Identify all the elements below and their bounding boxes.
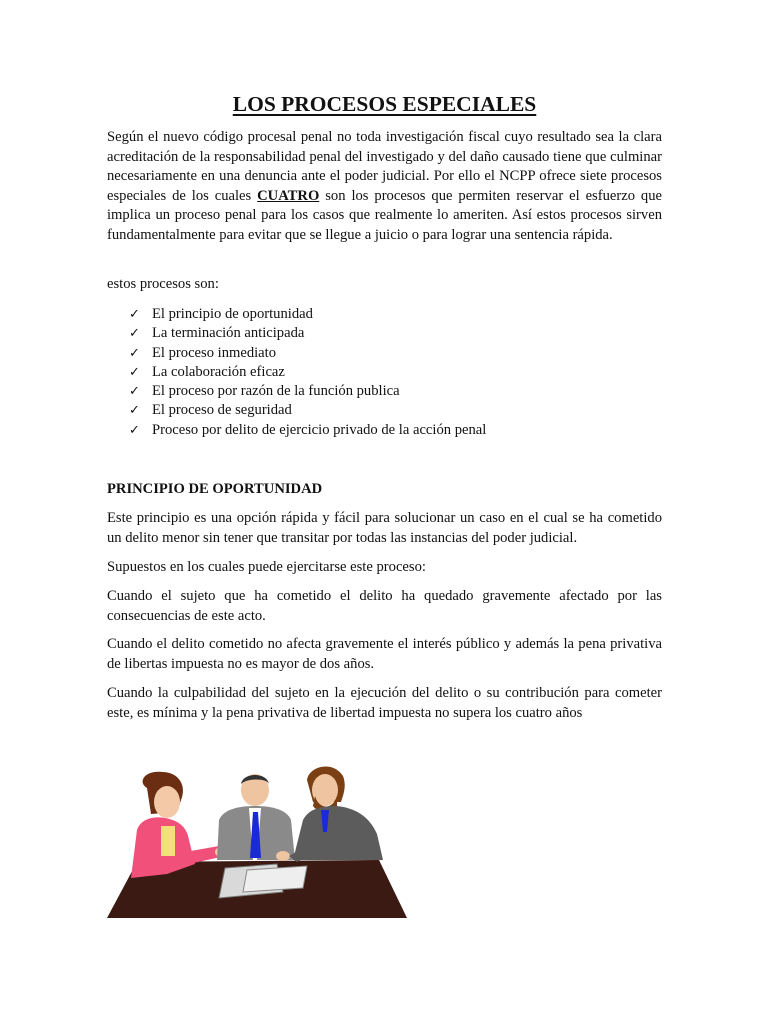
- list-item-label: Proceso por delito de ejercicio privado de la acción penal: [152, 421, 487, 438]
- list-item: [129, 421, 486, 440]
- intro-text-before: Según el nuevo código procesal penal no toda investigación fiscal cuyo resultado sea la clara acreditación de la responsabilidad penal del investigado y del daño causado tiene que culminar necesariamente en una denuncia ante el poder judicial. Por ello el NCPP ofrece siete procesos especiales de los cuales: [107, 129, 662, 204]
- section-paragraph: Este principio es una opción rápida y fácil para solucionar un caso en el cual se ha cometido un delito menor sin tener que transitar por todas las instancias del poder judicial.: [107, 510, 662, 546]
- list-item: [129, 305, 486, 324]
- list-item-label: El proceso inmediato: [152, 344, 277, 361]
- bearded-man-figure: [289, 766, 383, 862]
- checkmark-icon: ✓: [129, 307, 140, 322]
- list-item-label: La terminación anticipada: [152, 325, 305, 342]
- list-item: [129, 401, 486, 420]
- section-paragraph: Cuando el sujeto que ha cometido el delito ha quedado gravemente afectado por las consecuencias de este acto.: [107, 588, 662, 624]
- section-heading: PRINCIPIO DE OPORTUNIDAD: [107, 481, 323, 497]
- list-intro: estos procesos son:: [107, 276, 219, 292]
- checkmark-icon: ✓: [129, 384, 140, 400]
- list-item-label: El proceso por razón de la función publica: [152, 383, 400, 400]
- list-item-label: La colaboración eficaz: [152, 363, 285, 380]
- list-item-label: El principio de oportunidad: [152, 306, 313, 322]
- section-paragraph: Supuestos en los cuales puede ejercitarse este proceso:: [107, 559, 426, 575]
- list-item: [129, 344, 486, 363]
- list-item: [129, 363, 486, 382]
- intro-text-after: son los procesos que permiten reservar el esfuerzo que implica un proceso penal para los casos que realmente lo ameriten. Así estos procesos sirven fundamentalmente para evitar que se llegue a juicio o para lograr una sentencia rápida.: [107, 187, 662, 243]
- section-paragraph: Cuando la culpabilidad del sujeto en la ejecución del delito o su contribución para cometer este, es mínima y la pena privativa de libertad impuesta no supera los cuatro años: [107, 685, 662, 721]
- list-item-label: El proceso de seguridad: [152, 402, 292, 419]
- intro-emphasis: CUATRO: [257, 187, 320, 204]
- checkmark-icon: ✓: [129, 403, 140, 419]
- man-figure: [217, 774, 295, 861]
- checkmark-icon: ✓: [129, 422, 140, 438]
- checkmark-icon: ✓: [129, 326, 140, 342]
- list-item: [129, 324, 486, 343]
- process-list: [129, 305, 486, 440]
- checkmark-icon: ✓: [129, 345, 140, 361]
- list-item: [129, 382, 486, 401]
- paper-shape: [243, 866, 307, 892]
- checkmark-icon: ✓: [129, 364, 140, 380]
- meeting-clipart-icon: [107, 760, 409, 920]
- intro-paragraph: [107, 128, 662, 245]
- page-title: LOS PROCESOS ESPECIALES: [232, 92, 537, 116]
- section-paragraph: Cuando el delito cometido no afecta gravemente el interés público y además la pena privativa de libertas impuesta no es mayor de dos años.: [107, 636, 662, 672]
